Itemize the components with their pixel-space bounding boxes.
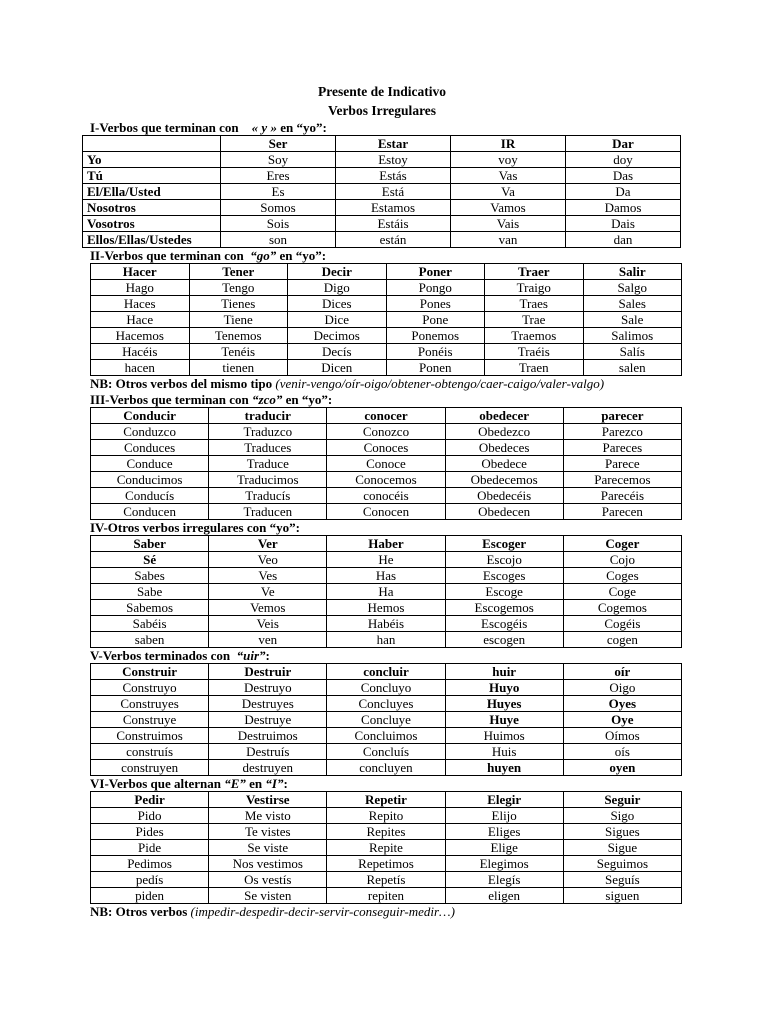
column-header: Conducir	[91, 408, 209, 424]
section-5-heading-suffix: :	[265, 648, 270, 663]
table-cell: Ves	[209, 568, 327, 584]
table-cell: Sabéis	[91, 616, 209, 632]
table-ser-estar-ir-dar	[82, 135, 681, 248]
table-cell: Parece	[563, 456, 681, 472]
table-cell: Va	[451, 184, 566, 200]
table-cell: Somos	[221, 200, 336, 216]
table-cell: huyen	[445, 760, 563, 776]
table-cell: Cogéis	[563, 616, 681, 632]
table-cell: Conducen	[91, 504, 209, 520]
table-cell: Salimos	[583, 328, 682, 344]
table-cell: siguen	[563, 888, 681, 904]
table-cell: están	[336, 232, 451, 248]
table-cell: Destruyes	[209, 696, 327, 712]
column-header: Haber	[327, 536, 445, 552]
table-cell: Está	[336, 184, 451, 200]
table-cell: Ponemos	[386, 328, 485, 344]
table-cell: Seguís	[563, 872, 681, 888]
table-cell: Construyo	[91, 680, 209, 696]
column-header: concluir	[327, 664, 445, 680]
table-cell: Seguimos	[563, 856, 681, 872]
column-header: Construir	[91, 664, 209, 680]
table-cell: Parecéis	[563, 488, 681, 504]
table-cell: Oyes	[563, 696, 681, 712]
table-cell: Conduzco	[91, 424, 209, 440]
table-cell: Repito	[327, 808, 445, 824]
table-cell: Decimos	[288, 328, 387, 344]
table-header-row	[91, 264, 682, 280]
table-cell: Te vistes	[209, 824, 327, 840]
column-header: IR	[451, 136, 566, 152]
table-cell: Decís	[288, 344, 387, 360]
section-6-heading-suffix: :	[283, 776, 288, 791]
table-row	[91, 744, 682, 760]
section-2-heading-marker: “go”	[250, 248, 277, 263]
table-cell: Conduce	[91, 456, 209, 472]
column-header: Repetir	[327, 792, 445, 808]
table-cell: Eres	[221, 168, 336, 184]
row-label: Ellos/Ellas/Ustedes	[83, 232, 221, 248]
table-cell: Estás	[336, 168, 451, 184]
column-header: huir	[445, 664, 563, 680]
table-row	[83, 168, 681, 184]
table-row	[91, 840, 682, 856]
table-cell: Has	[327, 568, 445, 584]
column-header: Elegir	[445, 792, 563, 808]
table-row	[91, 760, 682, 776]
table-cell: oyen	[563, 760, 681, 776]
section-3-heading	[82, 392, 682, 407]
table-row	[91, 328, 682, 344]
table-cell: Traducen	[209, 504, 327, 520]
table-cell: Repites	[327, 824, 445, 840]
section-6-note	[82, 904, 682, 920]
table-cell: eligen	[445, 888, 563, 904]
table-cell: Traduce	[209, 456, 327, 472]
table-cell: Escogemos	[445, 600, 563, 616]
column-header: Decir	[288, 264, 387, 280]
table-cell: Obedecemos	[445, 472, 563, 488]
table-cell: Pareces	[563, 440, 681, 456]
table-cell: Ha	[327, 584, 445, 600]
section-6-heading-middle: en	[249, 776, 263, 791]
table-cell: Vais	[451, 216, 566, 232]
table-row	[83, 200, 681, 216]
table-cell: Sigues	[563, 824, 681, 840]
table-row	[91, 824, 682, 840]
section-3-heading-marker: “zco”	[252, 392, 283, 407]
table-cell: destruyen	[209, 760, 327, 776]
table-cell: saben	[91, 632, 209, 648]
table-row	[91, 312, 682, 328]
table-cell: Das	[566, 168, 681, 184]
table-cell: Conozco	[327, 424, 445, 440]
table-cell: Tienes	[189, 296, 288, 312]
table-cell: Destruye	[209, 712, 327, 728]
column-header: oír	[563, 664, 681, 680]
table-cell: Me visto	[209, 808, 327, 824]
table-row	[91, 584, 682, 600]
table-cell: ven	[209, 632, 327, 648]
table-cell: Traen	[485, 360, 584, 376]
table-row	[91, 856, 682, 872]
table-cell: Conocemos	[327, 472, 445, 488]
table-cell: Coges	[563, 568, 681, 584]
table-cell: Conducís	[91, 488, 209, 504]
section-5-heading	[82, 648, 682, 663]
section-1-heading	[82, 120, 682, 135]
column-header: Traer	[485, 264, 584, 280]
table-cell: Traduces	[209, 440, 327, 456]
table-row	[91, 488, 682, 504]
table-cell: doy	[566, 152, 681, 168]
table-cell: Oigo	[563, 680, 681, 696]
table-zco-verbs	[90, 407, 682, 520]
table-cell: Traigo	[485, 280, 584, 296]
table-cell: Ponéis	[386, 344, 485, 360]
table-cell: Oye	[563, 712, 681, 728]
table-cell: voy	[451, 152, 566, 168]
table-cell: Huimos	[445, 728, 563, 744]
table-cell: Obedecéis	[445, 488, 563, 504]
table-cell: Sabemos	[91, 600, 209, 616]
column-header: Hacer	[91, 264, 190, 280]
table-row	[91, 280, 682, 296]
table-cell: Conoce	[327, 456, 445, 472]
table-cell: Concluimos	[327, 728, 445, 744]
table-cell: Parezco	[563, 424, 681, 440]
table-cell: Es	[221, 184, 336, 200]
table-cell: Elegís	[445, 872, 563, 888]
table-row	[91, 872, 682, 888]
table-cell: tienen	[189, 360, 288, 376]
section-6-heading	[82, 776, 682, 791]
table-go-verbs	[90, 263, 682, 376]
section-2-heading-suffix: en “yo”:	[279, 248, 327, 263]
section-1-heading-suffix: en “yo”:	[280, 120, 327, 135]
table-cell: Dices	[288, 296, 387, 312]
table-cell: Vamos	[451, 200, 566, 216]
table-cell: Tiene	[189, 312, 288, 328]
table-cell: Hacemos	[91, 328, 190, 344]
table-header-row	[83, 136, 681, 152]
table-row	[83, 232, 681, 248]
row-label: Yo	[83, 152, 221, 168]
table-cell: Haces	[91, 296, 190, 312]
table-cell: Soy	[221, 152, 336, 168]
table-cell: Sabes	[91, 568, 209, 584]
table-cell: Se viste	[209, 840, 327, 856]
section-6-heading-prefix: VI-Verbos que alternan	[90, 776, 221, 791]
table-row	[91, 712, 682, 728]
table-cell: construís	[91, 744, 209, 760]
table-row	[83, 184, 681, 200]
table-cell: Obedezco	[445, 424, 563, 440]
column-header: Coger	[563, 536, 681, 552]
table-cell: pedís	[91, 872, 209, 888]
row-label: Nosotros	[83, 200, 221, 216]
table-row	[91, 344, 682, 360]
table-row	[91, 888, 682, 904]
table-header-row	[91, 408, 682, 424]
table-cell: Repetimos	[327, 856, 445, 872]
table-row	[91, 456, 682, 472]
table-cell: Dicen	[288, 360, 387, 376]
table-cell: Ponen	[386, 360, 485, 376]
column-header: Poner	[386, 264, 485, 280]
column-header: Dar	[566, 136, 681, 152]
table-cell: son	[221, 232, 336, 248]
section-5-heading-prefix: V-Verbos terminados con	[90, 648, 231, 663]
section-6-heading-marker-i: “I”	[265, 776, 284, 791]
note-label: NB: Otros verbos del mismo tipo	[90, 376, 273, 391]
table-cell: escogen	[445, 632, 563, 648]
column-header: traducir	[209, 408, 327, 424]
column-header: Estar	[336, 136, 451, 152]
table-cell: Traducís	[209, 488, 327, 504]
table-cell: He	[327, 552, 445, 568]
table-cell: Escogéis	[445, 616, 563, 632]
table-cell: Da	[566, 184, 681, 200]
table-cell: Estamos	[336, 200, 451, 216]
table-cell: Destruís	[209, 744, 327, 760]
table-cell: Huyes	[445, 696, 563, 712]
table-cell: Salgo	[583, 280, 682, 296]
table-cell: Parecen	[563, 504, 681, 520]
column-header: Ser	[221, 136, 336, 152]
table-cell: Coge	[563, 584, 681, 600]
section-2-heading	[82, 248, 682, 263]
table-cell: Repite	[327, 840, 445, 856]
table-cell: Repetís	[327, 872, 445, 888]
table-cell: Obedeces	[445, 440, 563, 456]
table-cell: Tenéis	[189, 344, 288, 360]
table-cell: Veis	[209, 616, 327, 632]
row-label: El/Ella/Usted	[83, 184, 221, 200]
table-row	[91, 696, 682, 712]
column-header	[83, 136, 221, 152]
table-cell: Elige	[445, 840, 563, 856]
table-cell: Sigo	[563, 808, 681, 824]
table-cell: Obedecen	[445, 504, 563, 520]
table-row	[91, 296, 682, 312]
table-cell: Concluyes	[327, 696, 445, 712]
table-row	[91, 680, 682, 696]
note-label: NB: Otros verbos	[90, 904, 188, 919]
column-header: Seguir	[563, 792, 681, 808]
table-cell: Dice	[288, 312, 387, 328]
table-cell: Huyo	[445, 680, 563, 696]
column-header: Tener	[189, 264, 288, 280]
table-cell: Hacéis	[91, 344, 190, 360]
table-row	[91, 632, 682, 648]
page-title: Presente de Indicativo	[318, 84, 446, 99]
table-cell: Se visten	[209, 888, 327, 904]
table-cell: Concluís	[327, 744, 445, 760]
table-cell: Eliges	[445, 824, 563, 840]
section-4-heading: IV-Otros verbos irregulares con “yo”:	[90, 520, 300, 535]
note-examples: (impedir-despedir-decir-servir-conseguir-medir…)	[190, 904, 455, 919]
table-cell: Pido	[91, 808, 209, 824]
table-header-row	[91, 792, 682, 808]
column-header: Destruir	[209, 664, 327, 680]
table-cell: Elijo	[445, 808, 563, 824]
section-5-heading-marker: “uir”	[236, 648, 266, 663]
table-cell: oís	[563, 744, 681, 760]
table-cell: Pones	[386, 296, 485, 312]
table-cell: Conocen	[327, 504, 445, 520]
note-examples: (venir-vengo/oír-oigo/obtener-obtengo/caer-caigo/valer-valgo)	[275, 376, 605, 391]
table-cell: Traduzco	[209, 424, 327, 440]
table-cell: Digo	[288, 280, 387, 296]
table-cell: Oímos	[563, 728, 681, 744]
table-row	[91, 568, 682, 584]
column-header: conocer	[327, 408, 445, 424]
table-cell: Ve	[209, 584, 327, 600]
row-label: Vosotros	[83, 216, 221, 232]
table-cell: Sé	[91, 552, 209, 568]
table-cell: Sigue	[563, 840, 681, 856]
table-row	[91, 472, 682, 488]
table-cell: Dais	[566, 216, 681, 232]
table-row	[91, 424, 682, 440]
table-cell: salen	[583, 360, 682, 376]
table-cell: Escojo	[445, 552, 563, 568]
table-cell: Obedece	[445, 456, 563, 472]
table-row	[91, 552, 682, 568]
column-header: Pedir	[91, 792, 209, 808]
section-3-heading-prefix: III-Verbos que terminan con	[90, 392, 249, 407]
table-cell: Damos	[566, 200, 681, 216]
table-uir-verbs	[90, 663, 682, 776]
table-header-row	[91, 536, 682, 552]
table-cell: Vas	[451, 168, 566, 184]
table-cell: Tengo	[189, 280, 288, 296]
column-header: parecer	[563, 408, 681, 424]
column-header: Escoger	[445, 536, 563, 552]
table-cell: piden	[91, 888, 209, 904]
table-cell: Concluyo	[327, 680, 445, 696]
table-row	[83, 152, 681, 168]
table-cell: Conoces	[327, 440, 445, 456]
table-header-row	[91, 664, 682, 680]
table-cell: Habéis	[327, 616, 445, 632]
table-cell: Destruimos	[209, 728, 327, 744]
table-cell: Traemos	[485, 328, 584, 344]
table-cell: Pedimos	[91, 856, 209, 872]
table-cell: Hago	[91, 280, 190, 296]
table-cell: Nos vestimos	[209, 856, 327, 872]
table-cell: Huis	[445, 744, 563, 760]
column-header: Vestirse	[209, 792, 327, 808]
table-cell: Construyes	[91, 696, 209, 712]
section-2-heading-prefix: II-Verbos que terminan con	[90, 248, 244, 263]
row-label: Tú	[83, 168, 221, 184]
page-subtitle: Verbos Irregulares	[327, 103, 437, 118]
section-6-heading-marker-e: “E”	[224, 776, 246, 791]
table-cell: han	[327, 632, 445, 648]
table-row	[91, 616, 682, 632]
table-cell: Estáis	[336, 216, 451, 232]
table-cell: Pone	[386, 312, 485, 328]
table-row	[83, 216, 681, 232]
table-row	[91, 808, 682, 824]
table-cell: conocéis	[327, 488, 445, 504]
table-cell: Salís	[583, 344, 682, 360]
table-cell: Cogemos	[563, 600, 681, 616]
table-row	[91, 728, 682, 744]
table-e-to-i-verbs	[90, 791, 682, 904]
column-header: Saber	[91, 536, 209, 552]
table-cell: Os vestís	[209, 872, 327, 888]
table-cell: Vemos	[209, 600, 327, 616]
table-cell: Conducimos	[91, 472, 209, 488]
section-3-heading-suffix: en “yo”:	[285, 392, 333, 407]
column-header: Ver	[209, 536, 327, 552]
table-cell: Destruyo	[209, 680, 327, 696]
table-cell: Conduces	[91, 440, 209, 456]
table-cell: Pongo	[386, 280, 485, 296]
table-other-irregular-verbs	[90, 535, 682, 648]
table-cell: Traes	[485, 296, 584, 312]
table-cell: Construye	[91, 712, 209, 728]
table-cell: Sois	[221, 216, 336, 232]
section-2-note	[82, 376, 682, 392]
table-cell: Trae	[485, 312, 584, 328]
table-cell: Hemos	[327, 600, 445, 616]
table-cell: Escoge	[445, 584, 563, 600]
table-cell: hacen	[91, 360, 190, 376]
table-row	[91, 504, 682, 520]
table-row	[91, 360, 682, 376]
table-cell: Sale	[583, 312, 682, 328]
table-cell: Parecemos	[563, 472, 681, 488]
section-1-heading-prefix: I-Verbos que terminan con	[90, 120, 239, 135]
table-row	[91, 440, 682, 456]
table-cell: Estoy	[336, 152, 451, 168]
table-cell: Concluye	[327, 712, 445, 728]
table-cell: Escoges	[445, 568, 563, 584]
table-cell: Hace	[91, 312, 190, 328]
table-cell: dan	[566, 232, 681, 248]
table-cell: Construimos	[91, 728, 209, 744]
table-cell: Sabe	[91, 584, 209, 600]
table-cell: van	[451, 232, 566, 248]
column-header: Salir	[583, 264, 682, 280]
column-header: obedecer	[445, 408, 563, 424]
table-row	[91, 600, 682, 616]
table-cell: Elegimos	[445, 856, 563, 872]
table-cell: Pide	[91, 840, 209, 856]
table-cell: concluyen	[327, 760, 445, 776]
table-cell: Traducimos	[209, 472, 327, 488]
table-cell: Traéis	[485, 344, 584, 360]
table-cell: Veo	[209, 552, 327, 568]
table-cell: repiten	[327, 888, 445, 904]
table-cell: Pides	[91, 824, 209, 840]
section-1-heading-marker: « y »	[251, 120, 277, 135]
table-cell: Sales	[583, 296, 682, 312]
table-cell: construyen	[91, 760, 209, 776]
table-cell: Tenemos	[189, 328, 288, 344]
document-page	[82, 82, 682, 920]
table-cell: cogen	[563, 632, 681, 648]
table-cell: Cojo	[563, 552, 681, 568]
table-cell: Huye	[445, 712, 563, 728]
